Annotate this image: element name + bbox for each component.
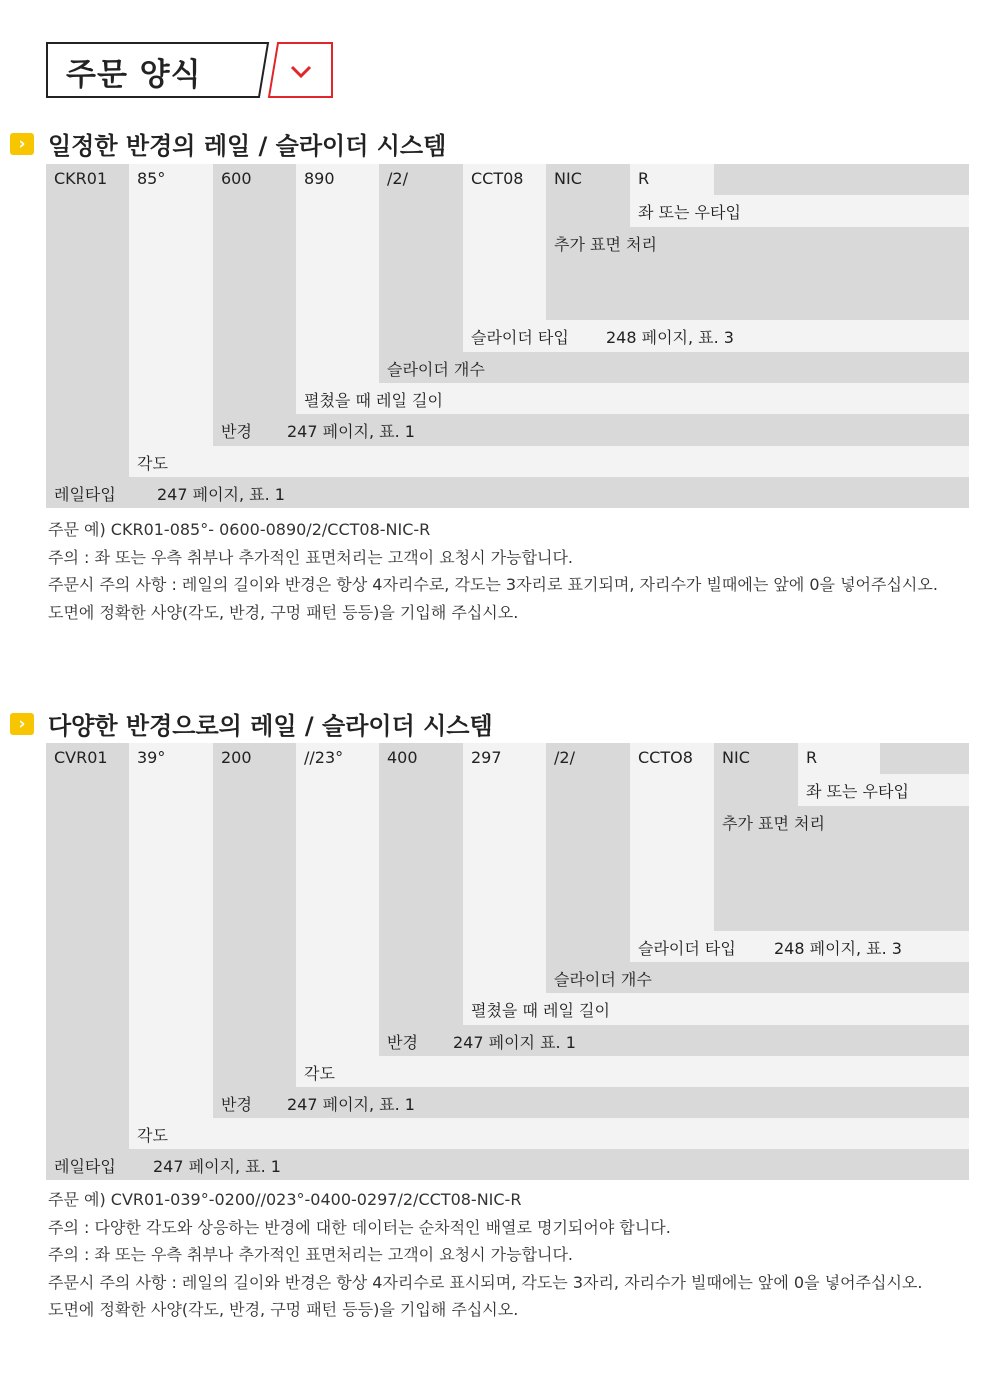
band-surface: 추가 표면 처리 <box>714 806 969 931</box>
code-col-angle2: //23° <box>296 743 379 1056</box>
code-col-slider-count: /2/ <box>546 743 630 962</box>
band-lr: 좌 또는 우타입 <box>798 774 969 806</box>
code-col-angle: 39° <box>129 743 213 1118</box>
code-col-filler <box>714 164 969 195</box>
order-code-table-1 <box>46 164 969 508</box>
page-title-box <box>46 42 336 99</box>
band-rail-type: 레일타입 247 페이지, 표. 1 <box>46 477 969 508</box>
code-col-length: 890 <box>296 164 379 383</box>
order-code-table-2 <box>46 743 969 1180</box>
band-radius: 반경 247 페이지, 표. 1 <box>213 1087 969 1118</box>
band-slider-count: 슬라이더 개수 <box>379 352 969 383</box>
note-line: 주의 : 좌 또는 우측 취부나 추가적인 표면처리는 고객이 요청시 가능합니다. <box>48 1245 574 1264</box>
code-col-length: 297 <box>463 743 546 993</box>
code-col-lr: R <box>630 164 714 195</box>
note-line: 주의 : 다양한 각도와 상응하는 반경에 대한 데이터는 순차적인 배열로 명기되어야 합니다. <box>48 1217 671 1237</box>
band-slider-count: 슬라이더 개수 <box>546 962 969 993</box>
code-col-slider-type: CCT08 <box>463 164 546 320</box>
band-angle: 각도 <box>129 1118 969 1149</box>
section2-notes <box>48 1186 922 1324</box>
code-col-surface: NIC <box>714 743 798 806</box>
section1-title: 일정한 반경의 레일 / 슬라이더 시스템 <box>48 132 447 160</box>
code-col-radius2: 400 <box>379 743 463 1025</box>
code-col-angle: 85° <box>129 164 213 446</box>
code-col-ckr01: CKR01 <box>46 164 129 508</box>
band-radius: 반경 247 페이지, 표. 1 <box>213 414 969 446</box>
page-title: 주문 양식 <box>66 57 202 93</box>
band-length: 펼쳤을 때 레일 길이 <box>463 993 969 1025</box>
code-col-radius: 200 <box>213 743 296 1087</box>
band-surface: 추가 표면 처리 <box>546 227 969 320</box>
code-col-lr: R <box>798 743 880 774</box>
section1-notes <box>48 516 938 626</box>
section2-header <box>10 706 493 741</box>
section1-header <box>10 126 446 161</box>
code-col-slider-count: /2/ <box>379 164 463 352</box>
note-line: 주문 예) CVR01-039°-0200//023°-0400-0297/2/CCT08-NIC-R <box>48 1190 522 1209</box>
band-radius2: 반경 247 페이지 표. 1 <box>379 1025 969 1056</box>
note-line: 주문시 주의 사항 : 레일의 길이와 반경은 항상 4자리수로, 각도는 3자리로 표기되며, 자리수가 빌때에는 앞에 0을 넣어주십시오. <box>48 575 938 594</box>
band-lr: 좌 또는 우타입 <box>630 195 969 227</box>
code-col-surface: NIC <box>546 164 630 227</box>
note-line: 주문시 주의 사항 : 레일의 길이와 반경은 항상 4자리수로 표시되며, 각도는 3자리, 자리수가 빌때에는 앞에 0을 넣어주십시오. <box>48 1272 923 1292</box>
note-line: 도면에 정확한 사양(각도, 반경, 구멍 패턴 등등)을 기입해 주십시오. <box>48 602 519 622</box>
chevron-right-icon: › <box>10 133 34 155</box>
band-slider-type: 슬라이더 타입 248 페이지, 표. 3 <box>630 931 969 962</box>
code-col-filler <box>880 743 969 774</box>
band-angle: 각도 <box>129 446 969 477</box>
code-col-radius: 600 <box>213 164 296 414</box>
band-slider-type: 슬라이더 타입 248 페이지, 표. 3 <box>463 320 969 352</box>
note-line: 주의 : 좌 또는 우측 취부나 추가적인 표면처리는 고객이 요청시 가능합니다. <box>48 547 574 567</box>
band-angle2: 각도 <box>296 1056 969 1087</box>
code-col-cvr01: CVR01 <box>46 743 129 1180</box>
note-line: 도면에 정확한 사양(각도, 반경, 구멍 패턴 등등)을 기입해 주십시오. <box>48 1300 519 1319</box>
section2-title: 다양한 반경으로의 레일 / 슬라이더 시스템 <box>48 712 493 740</box>
code-col-slider-type: CCTO8 <box>630 743 714 931</box>
chevron-right-icon: › <box>10 713 34 735</box>
band-rail-type: 레일타입 247 페이지, 표. 1 <box>46 1149 969 1180</box>
band-length: 펼쳤을 때 레일 길이 <box>296 383 969 414</box>
note-line: 주문 예) CKR01-085°- 0600-0890/2/CCT08-NIC-R <box>48 520 431 539</box>
